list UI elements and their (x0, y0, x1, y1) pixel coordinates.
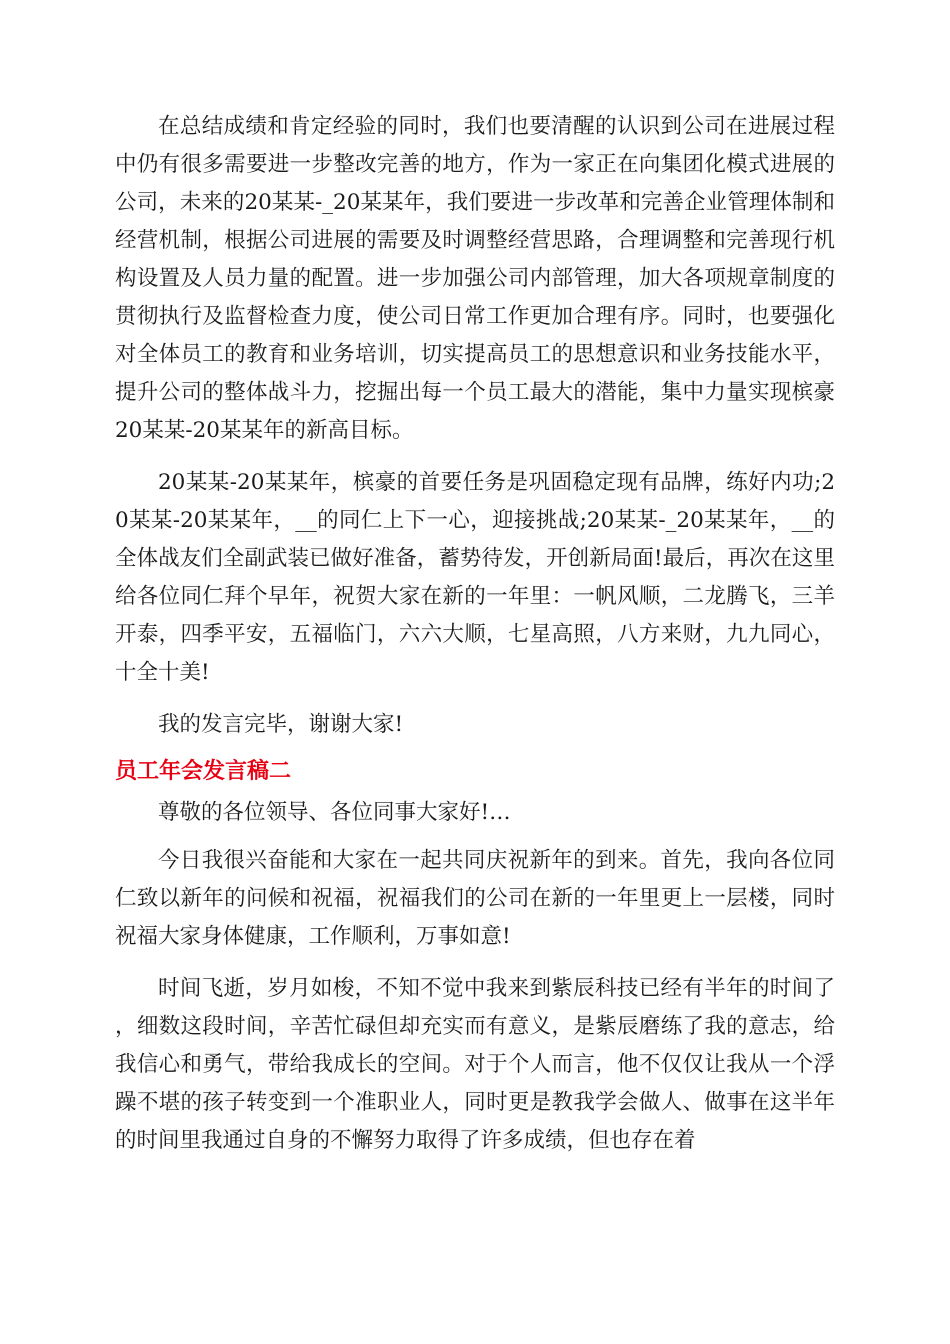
document-body (115, 108, 835, 1174)
paragraph-reflection: 时间飞逝，岁月如梭，不知不觉中我来到紫辰科技已经有半年的时间了，细数这段时间，辛苦忙碌但却充实而有意义，是紫辰磨练了我的意志，给我信心和勇气，带给我成长的空间。对于个人而言，他不仅仅让我从一个浮躁不堪的孩子转变到一个准职业人，同时更是教我学会做人、做事在这半年的时间里我通过自身的不懈努力取得了许多成绩，但也存在着 (115, 976, 835, 1153)
paragraph-closing: 我的发言完毕，谢谢大家! (158, 712, 404, 737)
paragraph-new-year-wishes: 今日我很兴奋能和大家在一起共同庆祝新年的到来。首先，我向各位同仁致以新年的问候和祝福，祝福我们的公司在新的一年里更上一层楼，同时祝福大家身体健康，工作顺利，万事如意! (115, 848, 835, 949)
paragraph-new-year-goals: 20某某-20某某年，槟豪的首要任务是巩固稳定现有品牌，练好内功;20某某-20某某年，__的同仁上下一心，迎接挑战;20某某-_20某某年，__的全体战友们全副武装已做好准备，蓄势待发，开创新局面!最后，再次在这里给各位同仁拜个早年，祝贺大家在新的一年里：一帆风顺，二龙腾飞，三羊开泰，四季平安，五福临门，六六大顺，七星高照，八方来财，九九同心，十全十美! (115, 470, 835, 685)
paragraph-summary: 在总结成绩和肯定经验的同时，我们也要清醒的认识到公司在进展过程中仍有很多需要进一步整改完善的地方，作为一家正在向集团化模式进展的公司，未来的20某某-_20某某年，我们要进一步改革和完善企业管理体制和经营机制，根据公司进展的需要及时调整经营思路，合理调整和完善现行机构设置及人员力量的配置。进一步加强公司内部管理，加大各项规章制度的贯彻执行及监督检查力度，使公司日常工作更加合理有序。同时，也要强化对全体员工的教育和业务培训，切实提高员工的思想意识和业务技能水平，提升公司的整体战斗力，挖掘出每一个员工最大的潜能，集中力量实现槟豪20某某-20某某年的新高目标。 (115, 114, 835, 443)
section-heading: 员工年会发言稿二 (115, 759, 292, 784)
paragraph-greeting: 尊敬的各位领导、各位同事大家好!… (158, 800, 511, 825)
